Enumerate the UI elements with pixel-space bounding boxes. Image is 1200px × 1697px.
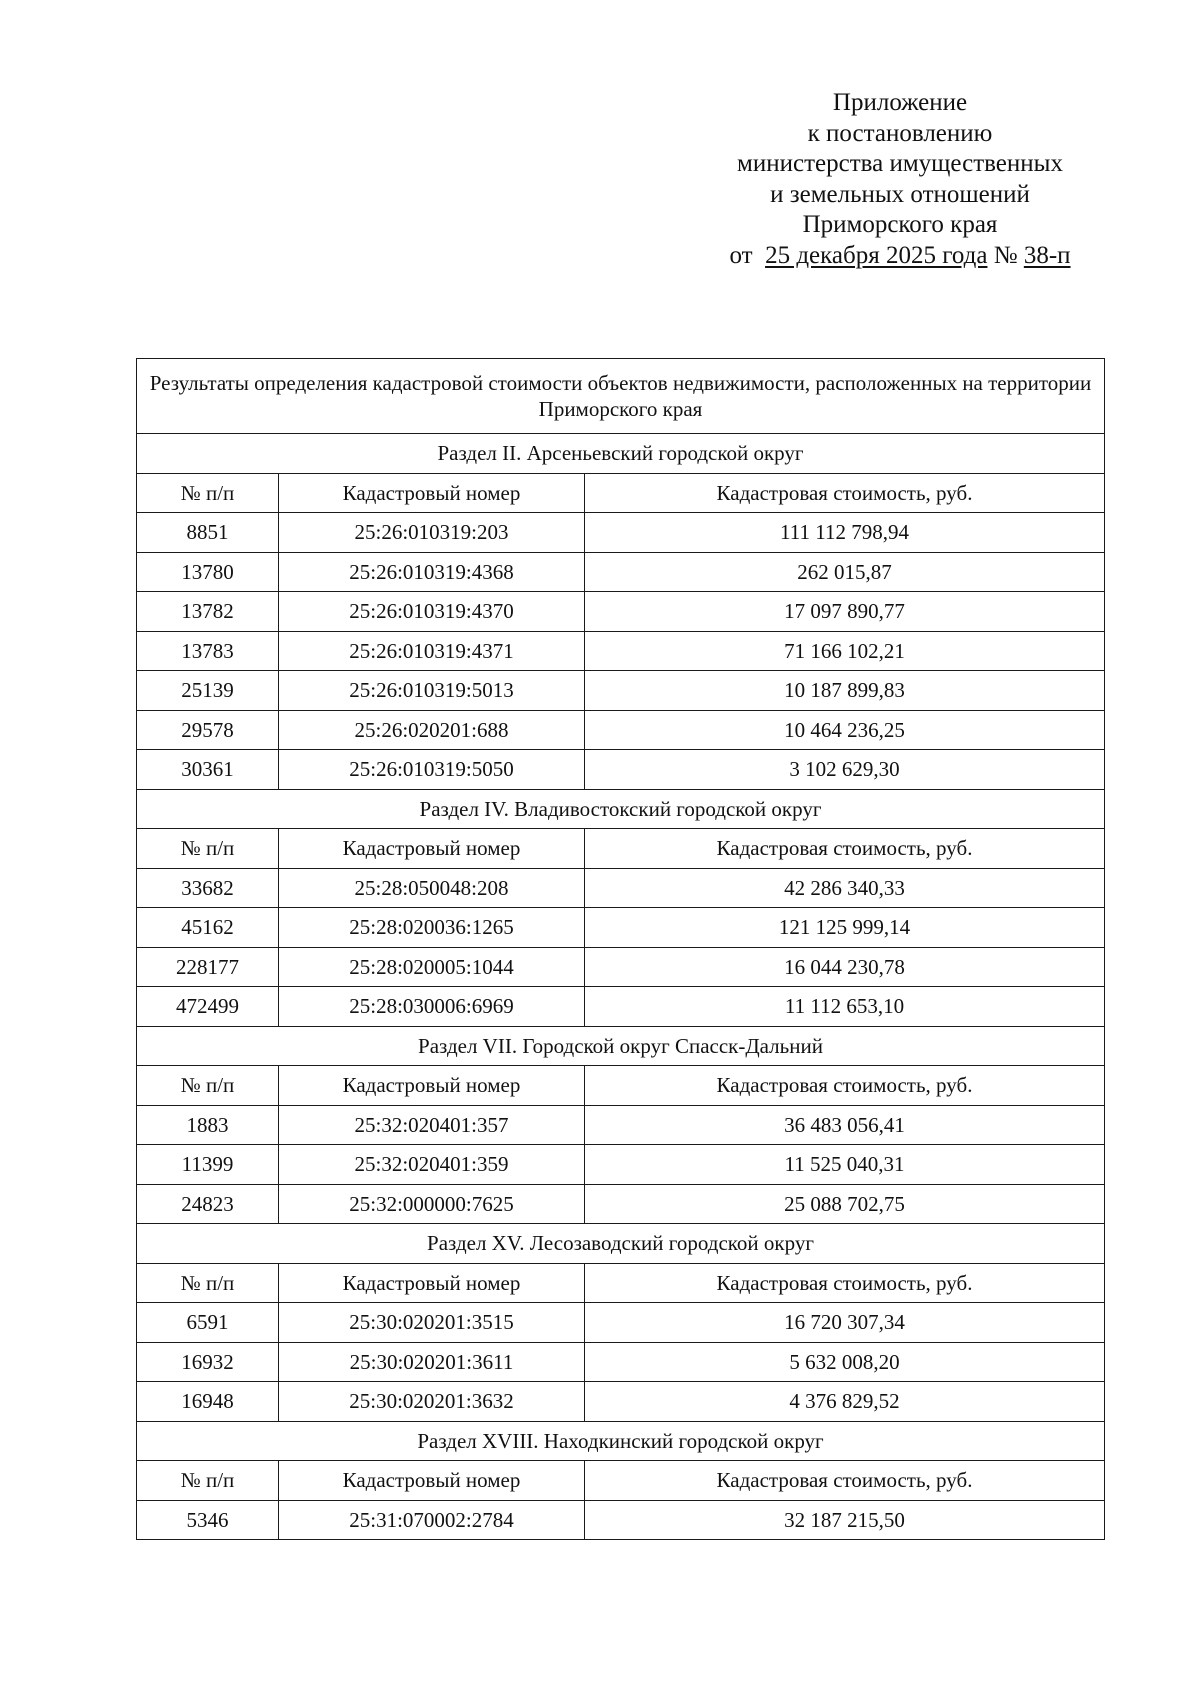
cadastral-number-cell: 25:26:010319:4371 bbox=[279, 631, 585, 671]
table-row bbox=[137, 1342, 1105, 1382]
cadastral-number-cell: 25:28:020036:1265 bbox=[279, 908, 585, 948]
column-header-cadastral-value: Кадастровая стоимость, руб. bbox=[585, 1461, 1105, 1501]
cadastral-value-cell: 121 125 999,14 bbox=[585, 908, 1105, 948]
column-header-row bbox=[137, 1461, 1105, 1501]
table-body bbox=[137, 359, 1105, 1540]
appendix-line: Приморского края bbox=[802, 211, 998, 238]
cadastral-number-cell: 25:28:020005:1044 bbox=[279, 947, 585, 987]
table-row bbox=[137, 1303, 1105, 1343]
column-header-cadastral-number: Кадастровый номер bbox=[279, 1066, 585, 1106]
column-header-cadastral-value: Кадастровая стоимость, руб. bbox=[585, 1263, 1105, 1303]
section-row bbox=[137, 1026, 1105, 1066]
cadastral-value-cell: 262 015,87 bbox=[585, 552, 1105, 592]
cadastral-number-cell: 25:26:020201:688 bbox=[279, 710, 585, 750]
column-header-cadastral-number: Кадастровый номер bbox=[279, 473, 585, 513]
cadastral-value-cell: 11 112 653,10 bbox=[585, 987, 1105, 1027]
column-header-number: № п/п bbox=[137, 1461, 279, 1501]
cadastral-value-cell: 32 187 215,50 bbox=[585, 1500, 1105, 1540]
table-row bbox=[137, 671, 1105, 711]
column-header-cadastral-number: Кадастровый номер bbox=[279, 1263, 585, 1303]
cadastral-value-cell: 36 483 056,41 bbox=[585, 1105, 1105, 1145]
section-title: Раздел IV. Владивостокский городской округ bbox=[137, 789, 1105, 829]
cadastral-number-cell: 25:32:000000:7625 bbox=[279, 1184, 585, 1224]
row-number-cell: 11399 bbox=[137, 1145, 279, 1185]
column-header-cadastral-value: Кадастровая стоимость, руб. bbox=[585, 473, 1105, 513]
appendix-line: и земельных отношений bbox=[770, 180, 1030, 208]
row-number-cell: 25139 bbox=[137, 671, 279, 711]
cadastral-value-cell: 16 720 307,34 bbox=[585, 1303, 1105, 1343]
row-number-cell: 16948 bbox=[137, 1382, 279, 1422]
cadastral-value-cell: 17 097 890,77 bbox=[585, 592, 1105, 632]
row-number-cell: 13780 bbox=[137, 552, 279, 592]
cadastral-value-cell: 11 525 040,31 bbox=[585, 1145, 1105, 1185]
section-row bbox=[137, 789, 1105, 829]
row-number-cell: 6591 bbox=[137, 1303, 279, 1343]
table-title: Результаты определения кадастровой стоимости объектов недвижимости, расположенных на территории Приморского края bbox=[137, 359, 1105, 434]
table-row bbox=[137, 710, 1105, 750]
table-row bbox=[137, 552, 1105, 592]
table-row bbox=[137, 1382, 1105, 1422]
cadastral-number-cell: 25:32:020401:357 bbox=[279, 1105, 585, 1145]
column-header-row bbox=[137, 1263, 1105, 1303]
table-row bbox=[137, 631, 1105, 671]
cadastral-number-cell: 25:26:010319:5050 bbox=[279, 750, 585, 790]
cadastral-number-cell: 25:26:010319:5013 bbox=[279, 671, 585, 711]
table-row bbox=[137, 868, 1105, 908]
column-header-number: № п/п bbox=[137, 1263, 279, 1303]
cadastral-value-cell: 4 376 829,52 bbox=[585, 1382, 1105, 1422]
row-number-cell: 472499 bbox=[137, 987, 279, 1027]
row-number-cell: 29578 bbox=[137, 710, 279, 750]
column-header-number: № п/п bbox=[137, 1066, 279, 1106]
table-row bbox=[137, 908, 1105, 948]
section-row bbox=[137, 1421, 1105, 1461]
table-row bbox=[137, 1500, 1105, 1540]
cadastral-value-cell: 16 044 230,78 bbox=[585, 947, 1105, 987]
row-number-cell: 30361 bbox=[137, 750, 279, 790]
cadastral-value-table bbox=[136, 358, 1105, 1540]
table-row bbox=[137, 750, 1105, 790]
appendix-line: министерства имущественных bbox=[737, 150, 1063, 177]
column-header-number: № п/п bbox=[137, 829, 279, 869]
cadastral-number-cell: 25:26:010319:4368 bbox=[279, 552, 585, 592]
section-title: Раздел XV. Лесозаводский городской округ bbox=[137, 1224, 1105, 1264]
row-number-cell: 5346 bbox=[137, 1500, 279, 1540]
table-row bbox=[137, 1105, 1105, 1145]
section-row bbox=[137, 434, 1105, 474]
cadastral-value-cell: 25 088 702,75 bbox=[585, 1184, 1105, 1224]
cadastral-value-cell: 10 187 899,83 bbox=[585, 671, 1105, 711]
cadastral-value-cell: 111 112 798,94 bbox=[585, 513, 1105, 553]
decree-date: 25 декабря 2025 года bbox=[765, 241, 988, 269]
cadastral-value-cell: 3 102 629,30 bbox=[585, 750, 1105, 790]
column-header-cadastral-value: Кадастровая стоимость, руб. bbox=[585, 829, 1105, 869]
row-number-cell: 33682 bbox=[137, 868, 279, 908]
cadastral-number-cell: 25:30:020201:3611 bbox=[279, 1342, 585, 1382]
appendix-line: к постановлению bbox=[807, 119, 993, 147]
cadastral-number-cell: 25:32:020401:359 bbox=[279, 1145, 585, 1185]
section-title: Раздел II. Арсеньевский городской округ bbox=[137, 434, 1105, 474]
decree-number: 38-п bbox=[1023, 241, 1071, 269]
row-number-cell: 228177 bbox=[137, 947, 279, 987]
table-title-row bbox=[137, 359, 1105, 434]
table-row bbox=[137, 1184, 1105, 1224]
section-title: Раздел XVIII. Находкинский городской округ bbox=[137, 1421, 1105, 1461]
row-number-cell: 1883 bbox=[137, 1105, 279, 1145]
column-header-cadastral-number: Кадастровый номер bbox=[279, 829, 585, 869]
appendix-line: Приложение bbox=[832, 89, 968, 116]
cadastral-number-cell: 25:31:070002:2784 bbox=[279, 1500, 585, 1540]
table-row bbox=[137, 592, 1105, 632]
date-prefix: от bbox=[729, 241, 753, 269]
row-number-cell: 13783 bbox=[137, 631, 279, 671]
table-row bbox=[137, 1145, 1105, 1185]
appendix-header bbox=[660, 88, 1140, 271]
cadastral-number-cell: 25:30:020201:3515 bbox=[279, 1303, 585, 1343]
column-header-cadastral-number: Кадастровый номер bbox=[279, 1461, 585, 1501]
cadastral-value-cell: 5 632 008,20 bbox=[585, 1342, 1105, 1382]
row-number-cell: 16932 bbox=[137, 1342, 279, 1382]
row-number-cell: 13782 bbox=[137, 592, 279, 632]
row-number-cell: 24823 bbox=[137, 1184, 279, 1224]
section-title: Раздел VII. Городской округ Спасск-Дальний bbox=[137, 1026, 1105, 1066]
table-row bbox=[137, 947, 1105, 987]
cadastral-value-cell: 10 464 236,25 bbox=[585, 710, 1105, 750]
column-header-number: № п/п bbox=[137, 473, 279, 513]
column-header-row bbox=[137, 473, 1105, 513]
cadastral-number-cell: 25:26:010319:4370 bbox=[279, 592, 585, 632]
cadastral-number-cell: 25:30:020201:3632 bbox=[279, 1382, 585, 1422]
column-header-row bbox=[137, 829, 1105, 869]
appendix-date-line bbox=[660, 241, 1140, 272]
row-number-cell: 8851 bbox=[137, 513, 279, 553]
section-row bbox=[137, 1224, 1105, 1264]
column-header-row bbox=[137, 1066, 1105, 1106]
cadastral-number-cell: 25:26:010319:203 bbox=[279, 513, 585, 553]
cadastral-number-cell: 25:28:030006:6969 bbox=[279, 987, 585, 1027]
column-header-cadastral-value: Кадастровая стоимость, руб. bbox=[585, 1066, 1105, 1106]
cadastral-value-cell: 42 286 340,33 bbox=[585, 868, 1105, 908]
table-row bbox=[137, 513, 1105, 553]
cadastral-number-cell: 25:28:050048:208 bbox=[279, 868, 585, 908]
cadastral-value-cell: 71 166 102,21 bbox=[585, 631, 1105, 671]
table-row bbox=[137, 987, 1105, 1027]
number-sign: № bbox=[993, 241, 1018, 269]
row-number-cell: 45162 bbox=[137, 908, 279, 948]
